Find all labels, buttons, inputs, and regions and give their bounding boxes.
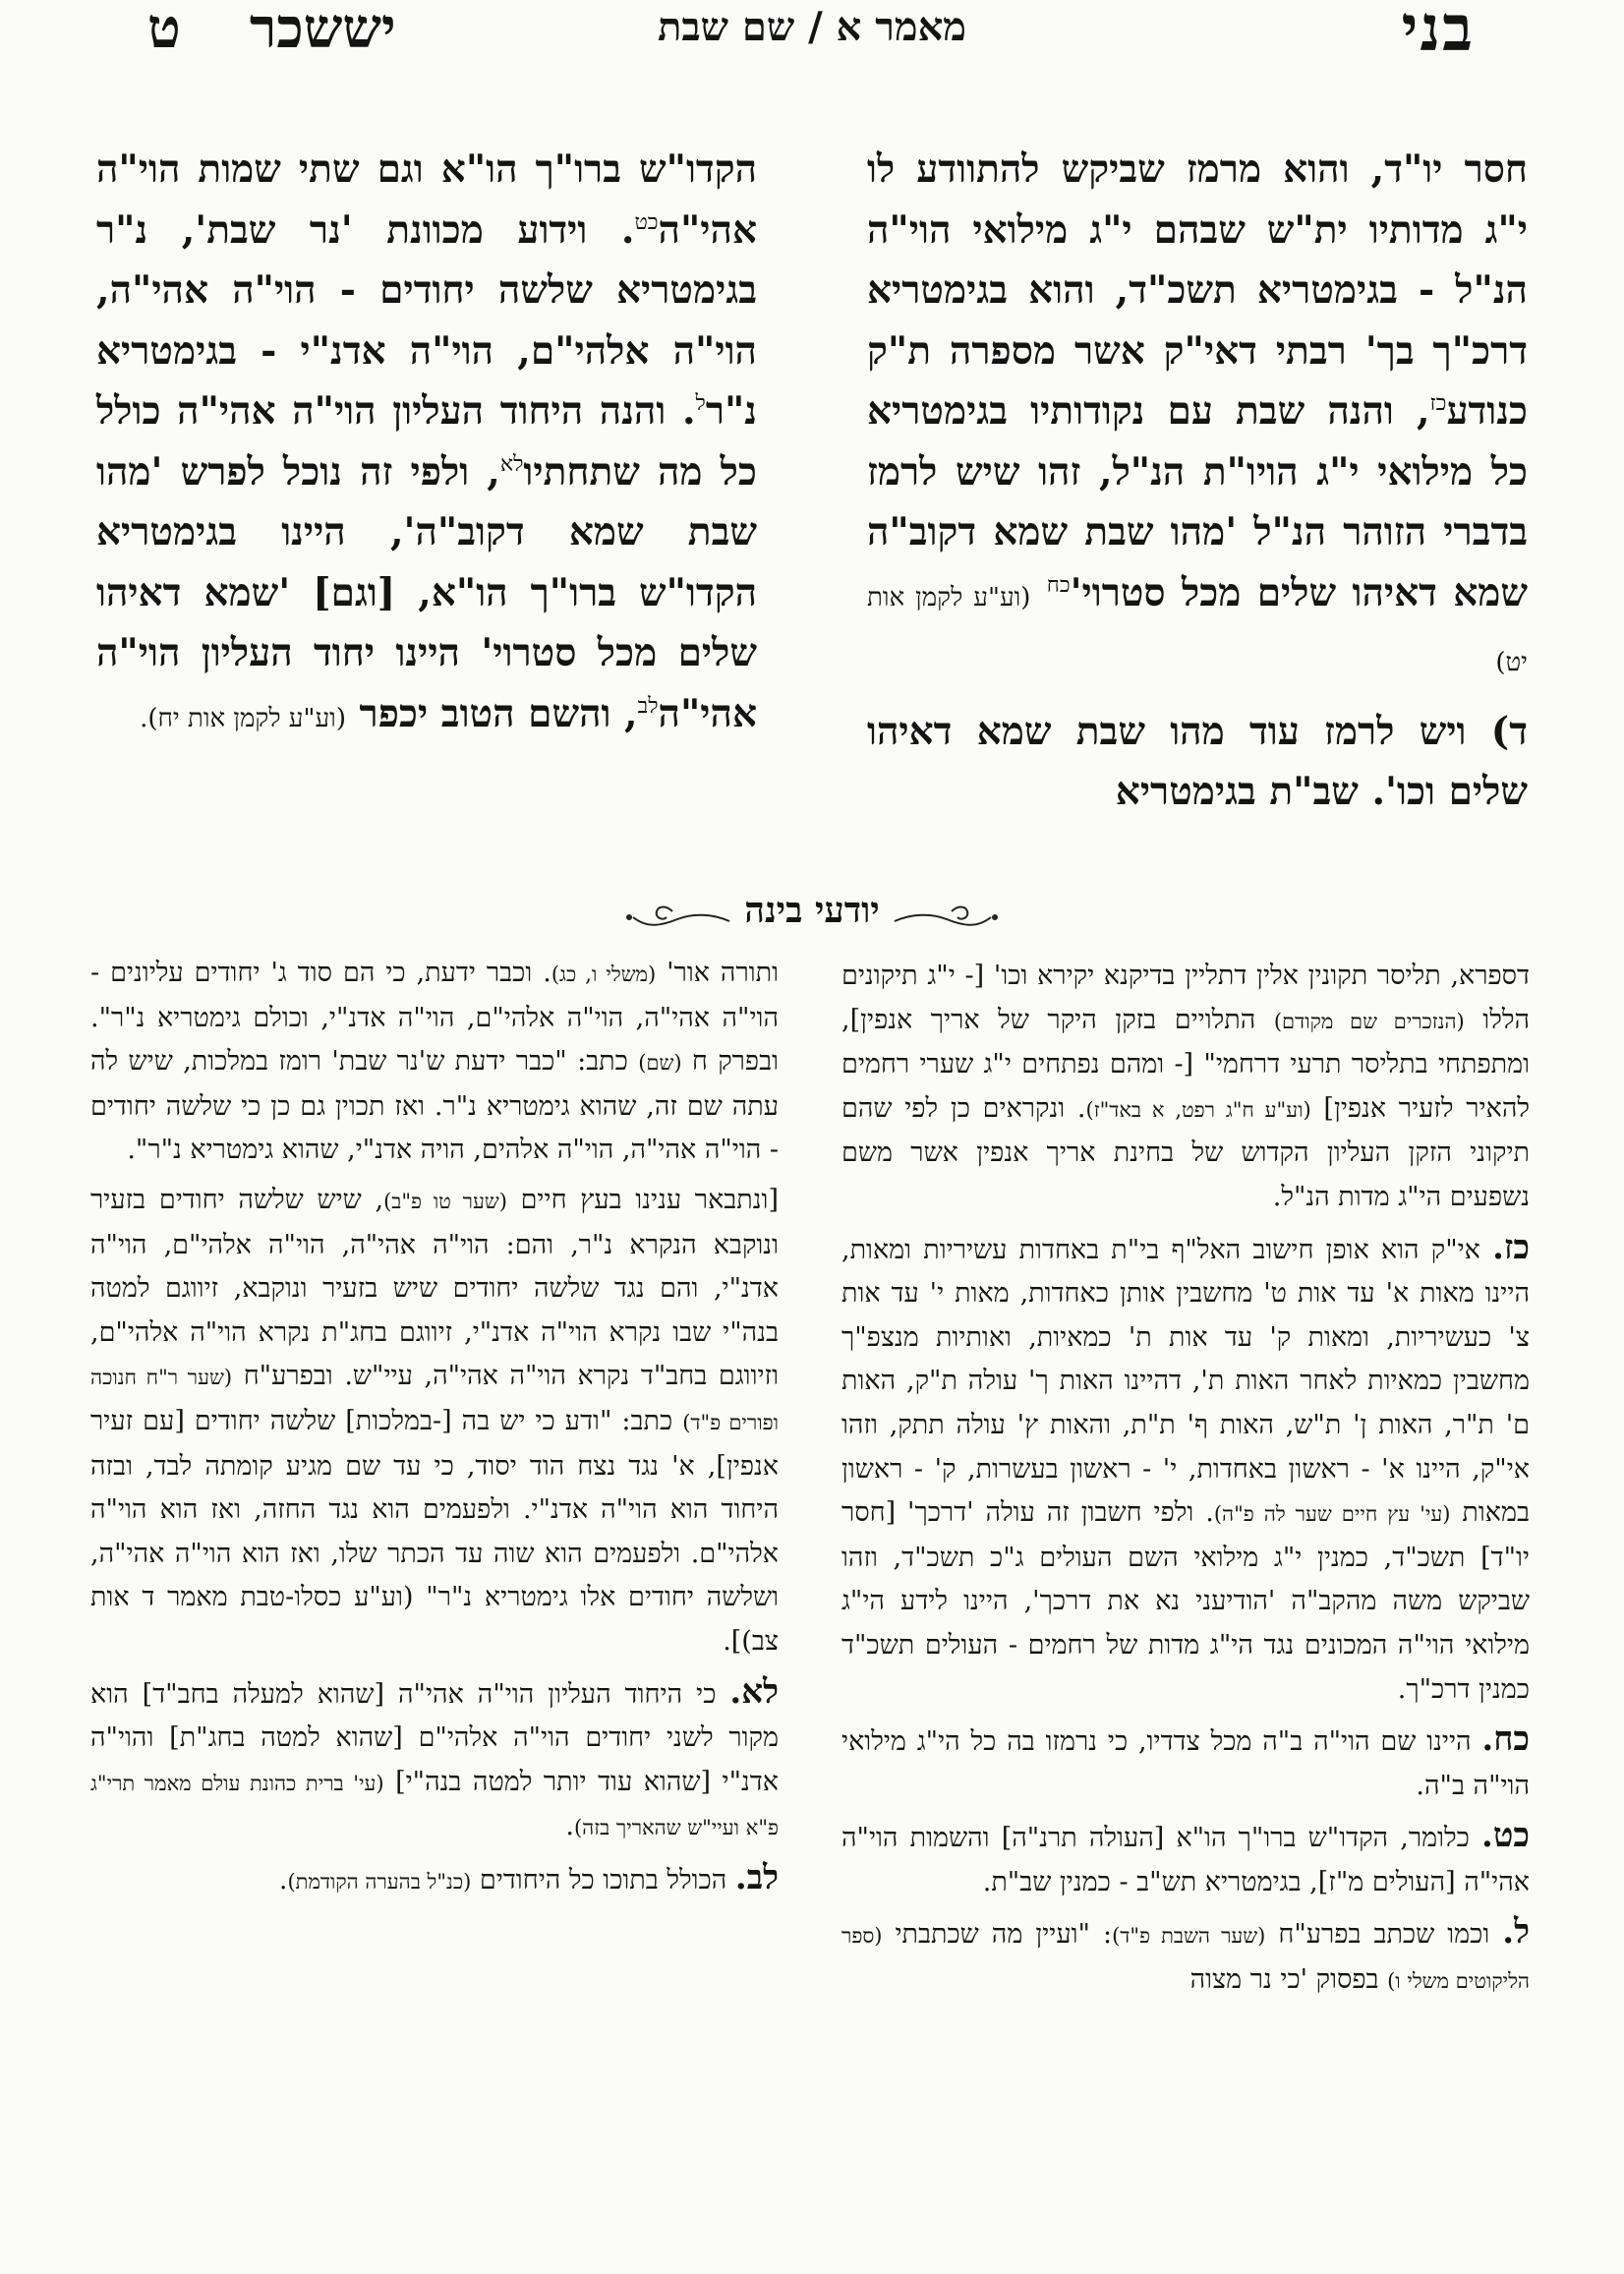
footnote-text: [ונתבאר ענינו בעץ חיים — [506, 1184, 779, 1215]
main-text-right-column — [867, 140, 1528, 823]
footnote-text: דספרא, תליסר תקונין אלין דתליין בדיקנא יקירא וכו' [- י"ג תיקונים הללו — [841, 961, 1531, 1035]
main-paragraph — [867, 702, 1528, 823]
footnotes-right-column — [841, 952, 1530, 2010]
footnote-number: לב. — [734, 1857, 779, 1897]
footnote — [841, 952, 1530, 1220]
footnote-source: (משלי ו, כג) — [551, 962, 657, 986]
footnote — [90, 1670, 779, 1850]
footnote-text: כתב: "ודע כי יש בה [-במלכות] שלשה יחודים [עם זעיר אנפין], א' נגד נצח הוד יסוד, כי עד שם מגיע קומתה לבד, ובזה היחוד הוא הוי"ה אדנ"י. ולפעמים הוא נגד החזה, ואז הוא הוי"ה אלהי"ם. ולפעמים הוא שוה עד הכתר שלו, ואז הוא הוי"ה אהי"ה, ושלשה יחודים אלו גימטריא נ"ר" (וע"ע כסלו-טבת מאמר ד אות צב)]. — [90, 1405, 779, 1657]
footnote-text: : "ועיין מה שכתבתי — [882, 1919, 1113, 1951]
footnote-number: כז. — [1492, 1227, 1530, 1267]
footnote — [90, 1856, 779, 1904]
footnote-text: אי"ק הוא אופן חישוב האל"ף בי"ת באחדות עשיריות ומאות, היינו מאות א' עד אות ט' מחשבין אותן כאחדות, מאות י' עד אות צ' כעשיריות, ומאות ק' עד אות ת' כמאיות, ואותיות מנצפ"ך מחשבין כמאיות לאחר האות ת', דהיינו האות ך' עולה ת"ק, האות ם' ת"ר, האות ן' ת"ש, האות ף' ת"ת, והאות ץ' עולה תתק, וזהו אי"ק, היינו א' - ראשון באחדות, י' - ראשון בעשרות, ק' - ראשון במאות — [841, 1234, 1530, 1529]
footnote-source: (שער השבת פ"ד) — [1112, 1924, 1266, 1949]
footnote-ref: לא — [499, 451, 524, 477]
ornament-right-icon — [893, 904, 1001, 933]
footnote-source: (שם) — [638, 1051, 682, 1076]
footnote-ref: ל — [695, 391, 706, 416]
section-lead: ד) ויש לרמז עוד מהו שבת שמא דאיהו שלים וכו'. — [867, 708, 1528, 814]
footnote-source: (כנ"ל בהערה הקודמת) — [287, 1869, 472, 1894]
footnote-text: בפסוק 'כי נר מצוה — [1189, 1964, 1388, 1996]
cross-reference: (וע"ע לקמן אות יט) — [867, 582, 1528, 677]
cross-reference: (וע"ע לקמן אות יח). — [140, 703, 346, 733]
main-paragraph — [96, 140, 757, 749]
footnote — [90, 1179, 779, 1664]
text-run: . וידוע מכוונת 'נר שבת', נ"ר בגימטריא שלשה יחודים - הוי"ה אהי"ה, הוי"ה אלהי"ם, הוי"ה אדנ"י - בגימטריא נ"ר — [96, 206, 757, 434]
text-run: , והשם הטוב יכפר — [359, 690, 638, 736]
footnote-source: (שער ר"ח חנוכה ופורים פ"ד) — [90, 1366, 779, 1434]
text-run: , ולפי זה נוכל לפרש 'מהו שבת שמא דקוב"ה', היינו בגימטריא הקדו"ש ברו"ך הו"א, [וגם] 'שמא דאיהו שלים מכל סטרוי' היינו יחוד העליון הוי"ה אהי"ה — [96, 448, 757, 736]
footnote-source: (ספר הליקוטים משלי ו) — [841, 1924, 1530, 1994]
footnote — [90, 952, 779, 1173]
footnote-text: ותורה אור' — [656, 958, 779, 988]
text-run: , והנה שבת עם נקודותיו בגימטריא כל מילואי י"ג הויו"ת הנ"ל, זהו שיש לרמז בדברי הזוהר הנ"ל 'מהו שבת שמא דקוב"ה שמא דאיהו שלים מכל סטרוי' — [867, 388, 1528, 615]
footnote-source: (שער טו פ"ב) — [383, 1189, 507, 1213]
footnote — [841, 1814, 1530, 1904]
page-number: ט — [147, 0, 181, 61]
footnote-number: ל. — [1502, 1912, 1530, 1953]
footnote-text: . — [278, 1864, 288, 1895]
footnote-ref: כז — [1429, 391, 1447, 416]
footnote-text: . וכבר ידעת, כי הם סוד ג' יחודים עליונים - הוי"ה אהי"ה, הוי"ה אלהי"ם, הוי"ה אדנ"י, וכולם גימטריא נ"ר". ובפרק ח — [90, 958, 779, 1078]
book-title-right: בני — [1401, 0, 1475, 66]
footnote-text: . ולפי חשבון זה עולה 'דרכך' [חסר יו"ד] תשכ"ד, כמנין י"ג מילואי השם העולים ג"כ תשכ"ד, וזהו שביקש משה מהקב"ה 'הודיעני נא את דרכך', היינו לידע הי"ג מילואי הוי"ה המכונים נגד הי"ג מדות של רחמים - העולים תשכ"ד כמנין דרכ"ך. — [841, 1497, 1530, 1705]
text-run: הקדו"ש ברו"ך הו"א וגם שתי שמות הוי"ה אהי"ה — [96, 146, 757, 253]
footnote-source: (עי' ברית כהונת עולם מאמר תרי"ג פ"א ועיי"ש שהאריך בזה) — [90, 1771, 779, 1840]
footnote — [841, 1718, 1530, 1808]
footnote-ref: כט — [634, 209, 659, 235]
footnote-text: כלומר, הקדו"ש ברו"ך הו"א [העולה תרנ"ה] והשמות הוי"ה אהי"ה [העולים מ"ז], בגימטריא תש"ב - כמנין שב"ת. — [841, 1823, 1530, 1897]
footnote-text: התלויים בזקן היקר של אריך אנפין], ומתפתחי בתליסר תרעי דרחמי" [- ומהם נפתחים י"ג שערי רחמים להאיר לזעיר אנפין] — [841, 1004, 1531, 1124]
footnotes-left-column — [90, 952, 779, 1909]
footnote-number: לא. — [729, 1671, 779, 1712]
footnote-text: , שיש שלשה יחודים בזעיר ונוקבא הנקרא נ"ר, והם: הוי"ה אהי"ה, הוי"ה אלהי"ם, הוי"ה אדנ"י, והם נגד שלשה יחודים שיש בזעיר ונוקבא, זיווגם למטה בנה"י שבו נקרא הוי"ה אדנ"י, זיווגם בחג"ת נקרא הוי"ה אלהי"ם, וזיווגם בחב"ד נקרא הוי"ה אהי"ה, עיי"ש. ובפרע"ח — [90, 1184, 779, 1392]
footnote — [841, 1226, 1530, 1713]
book-title-left — [147, 0, 396, 61]
text-run: חסר יו"ד, והוא מרמז שביקש להתוודע לו י"ג מדותיו ית"ש שבהם י"ג מילואי הוי"ה הנ"ל - בגימטריא תשכ"ד, והוא בגימטריא דרכ"ך בך' רבתי דאי"ק אשר מספרה ת"ק כנודע — [867, 146, 1528, 434]
footnote-text: . — [565, 1811, 574, 1842]
footnote-number: כט. — [1481, 1816, 1530, 1856]
main-paragraph — [867, 140, 1528, 694]
footnote-text: . ונקראים כן לפי שהם תיקוני הזקן העליון הקדוש של בחינת אריך אנפין אשר משם נשפעים הי"ג מדות הנ"ל. — [841, 1092, 1530, 1212]
chapter-title: מאמר א / שם שבת — [657, 4, 967, 50]
footnote-source: (עי' עץ חיים שער לה פ"ה) — [1213, 1502, 1451, 1527]
commentary-title: יודעי בינה — [744, 890, 880, 931]
commentary-divider — [0, 890, 1624, 933]
ornament-left-icon — [623, 904, 731, 933]
footnote-text: כתב: "כבר ידעת ש'נר שבת' רומז במלכות, שיש לה עתה שם זה, שהוא גימטריא נ"ר. ואז תכוין גם כן כי שלשה יחודים - הוי"ה אהי"ה, הוי"ה אלהים, הויה אדנ"י, שהוא גימטריא נ"ר". — [90, 1046, 779, 1166]
footnote-ref: כח — [1046, 572, 1071, 598]
book-title-left-text: יששכר — [249, 0, 396, 61]
footnote-number: כח. — [1481, 1720, 1530, 1760]
footnote-text: היינו שם הוי"ה ב"ה מכל צדדיו, כי נרמזו בה כל הי"ג מילואי הוי"ה ב"ה. — [841, 1726, 1530, 1801]
footnote-text: כי היחוד העליון הוי"ה אהי"ה [שהוא למעלה בחב"ד] הוא מקור לשני יחודים הוי"ה אלהי"ם [שהוא למטה בחג"ת] והוי"ה אדנ"י [שהוא עוד יותר למטה בנה"י] — [90, 1678, 779, 1797]
footnote-text: וכמו שכתב בפרע"ח — [1265, 1919, 1503, 1951]
text-run: שב"ת בגימטריא — [1115, 769, 1359, 814]
footnote-ref: לב — [637, 693, 659, 719]
footnote — [841, 1910, 1530, 2003]
text-run: . והנה היחוד העליון הוי"ה אהי"ה כולל כל מה שתחתיו — [96, 388, 757, 495]
footnote-source: (וע"ע ח"ג רפט, א באד"ז) — [1085, 1097, 1311, 1122]
main-text-left-column — [96, 140, 757, 749]
footnote-source: (הנזכרים שם מקודם) — [1273, 1009, 1465, 1033]
footnote-text: הכולל בתוכו כל היחודים — [471, 1864, 735, 1895]
